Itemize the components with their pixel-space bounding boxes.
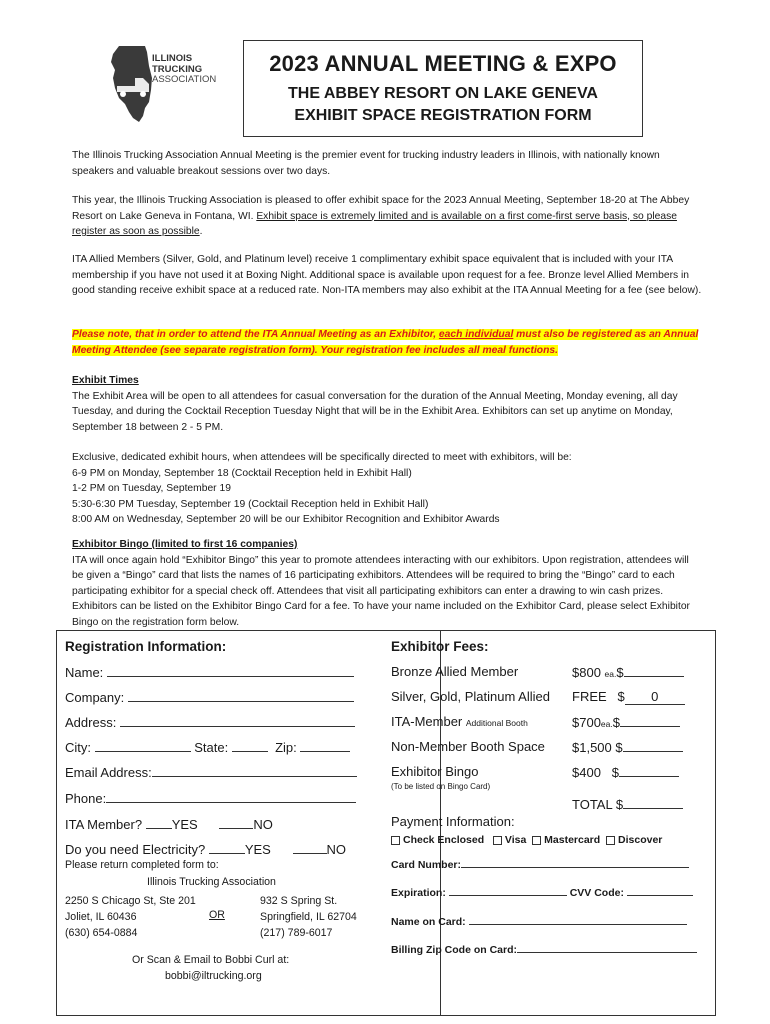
bingo-section bbox=[72, 537, 702, 630]
fee-label-non-member: Non-Member Booth Space bbox=[391, 739, 545, 754]
check-enclosed-checkbox[interactable]: Check Enclosed bbox=[391, 834, 484, 846]
time-slot: 5:30-6:30 PM Tuesday, September 19 (Cocktail Reception held in Exhibit Hall) bbox=[72, 498, 429, 510]
return-instructions: Please return completed form to: bbox=[65, 859, 219, 871]
registration-heading: Registration Information: bbox=[65, 639, 227, 654]
fee-amount-ita-member[interactable]: $700ea.$ bbox=[572, 714, 680, 730]
or-label: OR bbox=[209, 909, 225, 921]
fees-heading: Exhibitor Fees: bbox=[391, 639, 489, 654]
fee-label-ita-member: ITA-Member Additional Booth bbox=[391, 714, 528, 729]
phone-field[interactable]: Phone: bbox=[65, 790, 356, 806]
return-org: Illinois Trucking Association bbox=[147, 876, 276, 888]
dates-paragraph: This year, the Illinois Trucking Association is pleased to offer exhibit space for the 2023 Annual Meeting, September 18-20 at The Abbey Resort on Lake Geneva in Fontana, WI. Exhibit space is extremely limited and is available on a first come-first serve basis, so please register as soon as possible. bbox=[72, 195, 690, 237]
title-box bbox=[243, 40, 643, 137]
name-field[interactable]: Name: bbox=[65, 664, 354, 680]
joliet-address: 2250 S Chicago St, Ste 201 Joliet, IL 60436 (630) 654-0884 bbox=[65, 895, 196, 939]
allied-members-paragraph: ITA Allied Members (Silver, Gold, and Platinum level) receive 1 complimentary exhibit space equivalent that is included with your ITA membership if you have not used it at Boxing Night. Additional space is available upon request for a fee. Bronze level Allied Members in good standing receive exhibit space at a reduced rate. Non-ITA members may also exhibit at the ITA Annual Meeting for a fee (see below). bbox=[72, 254, 702, 296]
attendee-note: Please note, that in order to attend the ITA Annual Meeting as an Exhibitor, each individual must also be registered as an Annual Meeting Attendee (see separate registration form). Your registration fee includes all meal functions. bbox=[72, 329, 699, 356]
scan-instructions: Or Scan & Email to Bobbi Curl at: bbox=[132, 954, 290, 966]
exhibit-times-section bbox=[72, 373, 702, 528]
name-on-card-field[interactable]: Name on Card: bbox=[391, 914, 687, 928]
time-slot: 6-9 PM on Monday, September 18 (Cocktail Reception held in Exhibit Hall) bbox=[72, 467, 412, 479]
billing-zip-field[interactable]: Billing Zip Code on Card: bbox=[391, 942, 697, 956]
fee-label-bronze: Bronze Allied Member bbox=[391, 664, 519, 679]
form-subtitle: EXHIBIT SPACE REGISTRATION FORM bbox=[294, 107, 592, 124]
intro-paragraph: The Illinois Trucking Association Annual Meeting is the premier event for trucking industry leaders in Illinois, with nationally known speakers and valuable breakout sessions over two days. bbox=[72, 150, 660, 177]
springfield-address: 932 S Spring St. Springfield, IL 62704 (217) 789-6017 bbox=[260, 895, 357, 939]
exhibit-times-heading: Exhibit Times bbox=[72, 375, 139, 386]
mastercard-checkbox[interactable]: Mastercard bbox=[532, 834, 600, 846]
fee-amount-bingo[interactable]: $400 $ bbox=[572, 764, 679, 780]
fee-label-allied: Silver, Gold, Platinum Allied bbox=[391, 689, 550, 704]
time-slot: 8:00 AM on Wednesday, September 20 will be our Exhibitor Recognition and Exhibitor Awards bbox=[72, 514, 500, 525]
venue-subtitle: THE ABBEY RESORT ON LAKE GENEVA bbox=[288, 85, 598, 102]
email-field[interactable]: Email Address: bbox=[65, 764, 357, 780]
bingo-note: (To be listed on Bingo Card) bbox=[391, 782, 491, 791]
company-field[interactable]: Company: bbox=[65, 689, 354, 705]
discover-checkbox[interactable]: Discover bbox=[606, 834, 662, 846]
payment-options bbox=[391, 834, 662, 846]
total-field[interactable]: TOTAL $ bbox=[572, 796, 683, 812]
fee-amount-non-member[interactable]: $1,500 $ bbox=[572, 739, 683, 755]
ita-member-field[interactable]: ITA Member? YES NO bbox=[65, 817, 273, 832]
bingo-heading: Exhibitor Bingo (limited to first 16 companies) bbox=[72, 539, 298, 550]
city-state-zip-field[interactable]: City: State: Zip: bbox=[65, 739, 350, 755]
registration-form bbox=[56, 630, 716, 1016]
time-slot: 1-2 PM on Tuesday, September 19 bbox=[72, 483, 231, 494]
expiration-cvv-field[interactable]: Expiration: CVV Code: bbox=[391, 885, 693, 899]
electricity-field[interactable]: Do you need Electricity? YES NO bbox=[65, 842, 346, 857]
address-field[interactable]: Address: bbox=[65, 714, 355, 730]
visa-checkbox[interactable]: Visa bbox=[493, 834, 526, 846]
logo-wordmark: ILLINOIS TRUCKING ASSOCIATION bbox=[152, 53, 217, 85]
fee-amount-bronze[interactable]: $800 ea.$ bbox=[572, 664, 684, 680]
payment-heading: Payment Information: bbox=[391, 814, 515, 829]
exhibit-times-body: The Exhibit Area will be open to all attendees for casual conversation for the duration of the Annual Meeting, Monday evening, all day Tuesday, and during the Cocktail Reception Tuesday Night that will be in the Exhibit Area. Exhibitors can set up anytime on Monday, September 18 between 2 - 5 PM. bbox=[72, 390, 678, 433]
contact-email[interactable]: bobbi@iltrucking.org bbox=[165, 970, 262, 982]
page-title: 2023 ANNUAL MEETING & EXPO bbox=[269, 51, 617, 76]
fee-amount-allied[interactable]: FREE $ 0 bbox=[572, 689, 685, 705]
bingo-body: ITA will once again hold “Exhibitor Bingo” this year to promote attendees interacting with our exhibitors. Upon registration, attendees will be given a “Bingo” card that lists the names of 16 participating exhibitors. Attendees will be required to bring the “Bingo” card to each participating exhibitor for a special check off. Attendees that visit all participating exhibitors can enter a drawing to win cash prizes. Exhibitors can be listed on the Exhibitor Bingo Card for a fee. To have your name included on the Exhibitor Card, please select Exhibitor Bingo on the registration form below. bbox=[72, 554, 690, 628]
fee-label-bingo: Exhibitor Bingo bbox=[391, 764, 479, 779]
exclusive-hours-intro: Exclusive, dedicated exhibit hours, when attendees will be specifically directed to meet with exhibitors, will be: bbox=[72, 452, 572, 463]
card-number-field[interactable]: Card Number: bbox=[391, 857, 689, 871]
